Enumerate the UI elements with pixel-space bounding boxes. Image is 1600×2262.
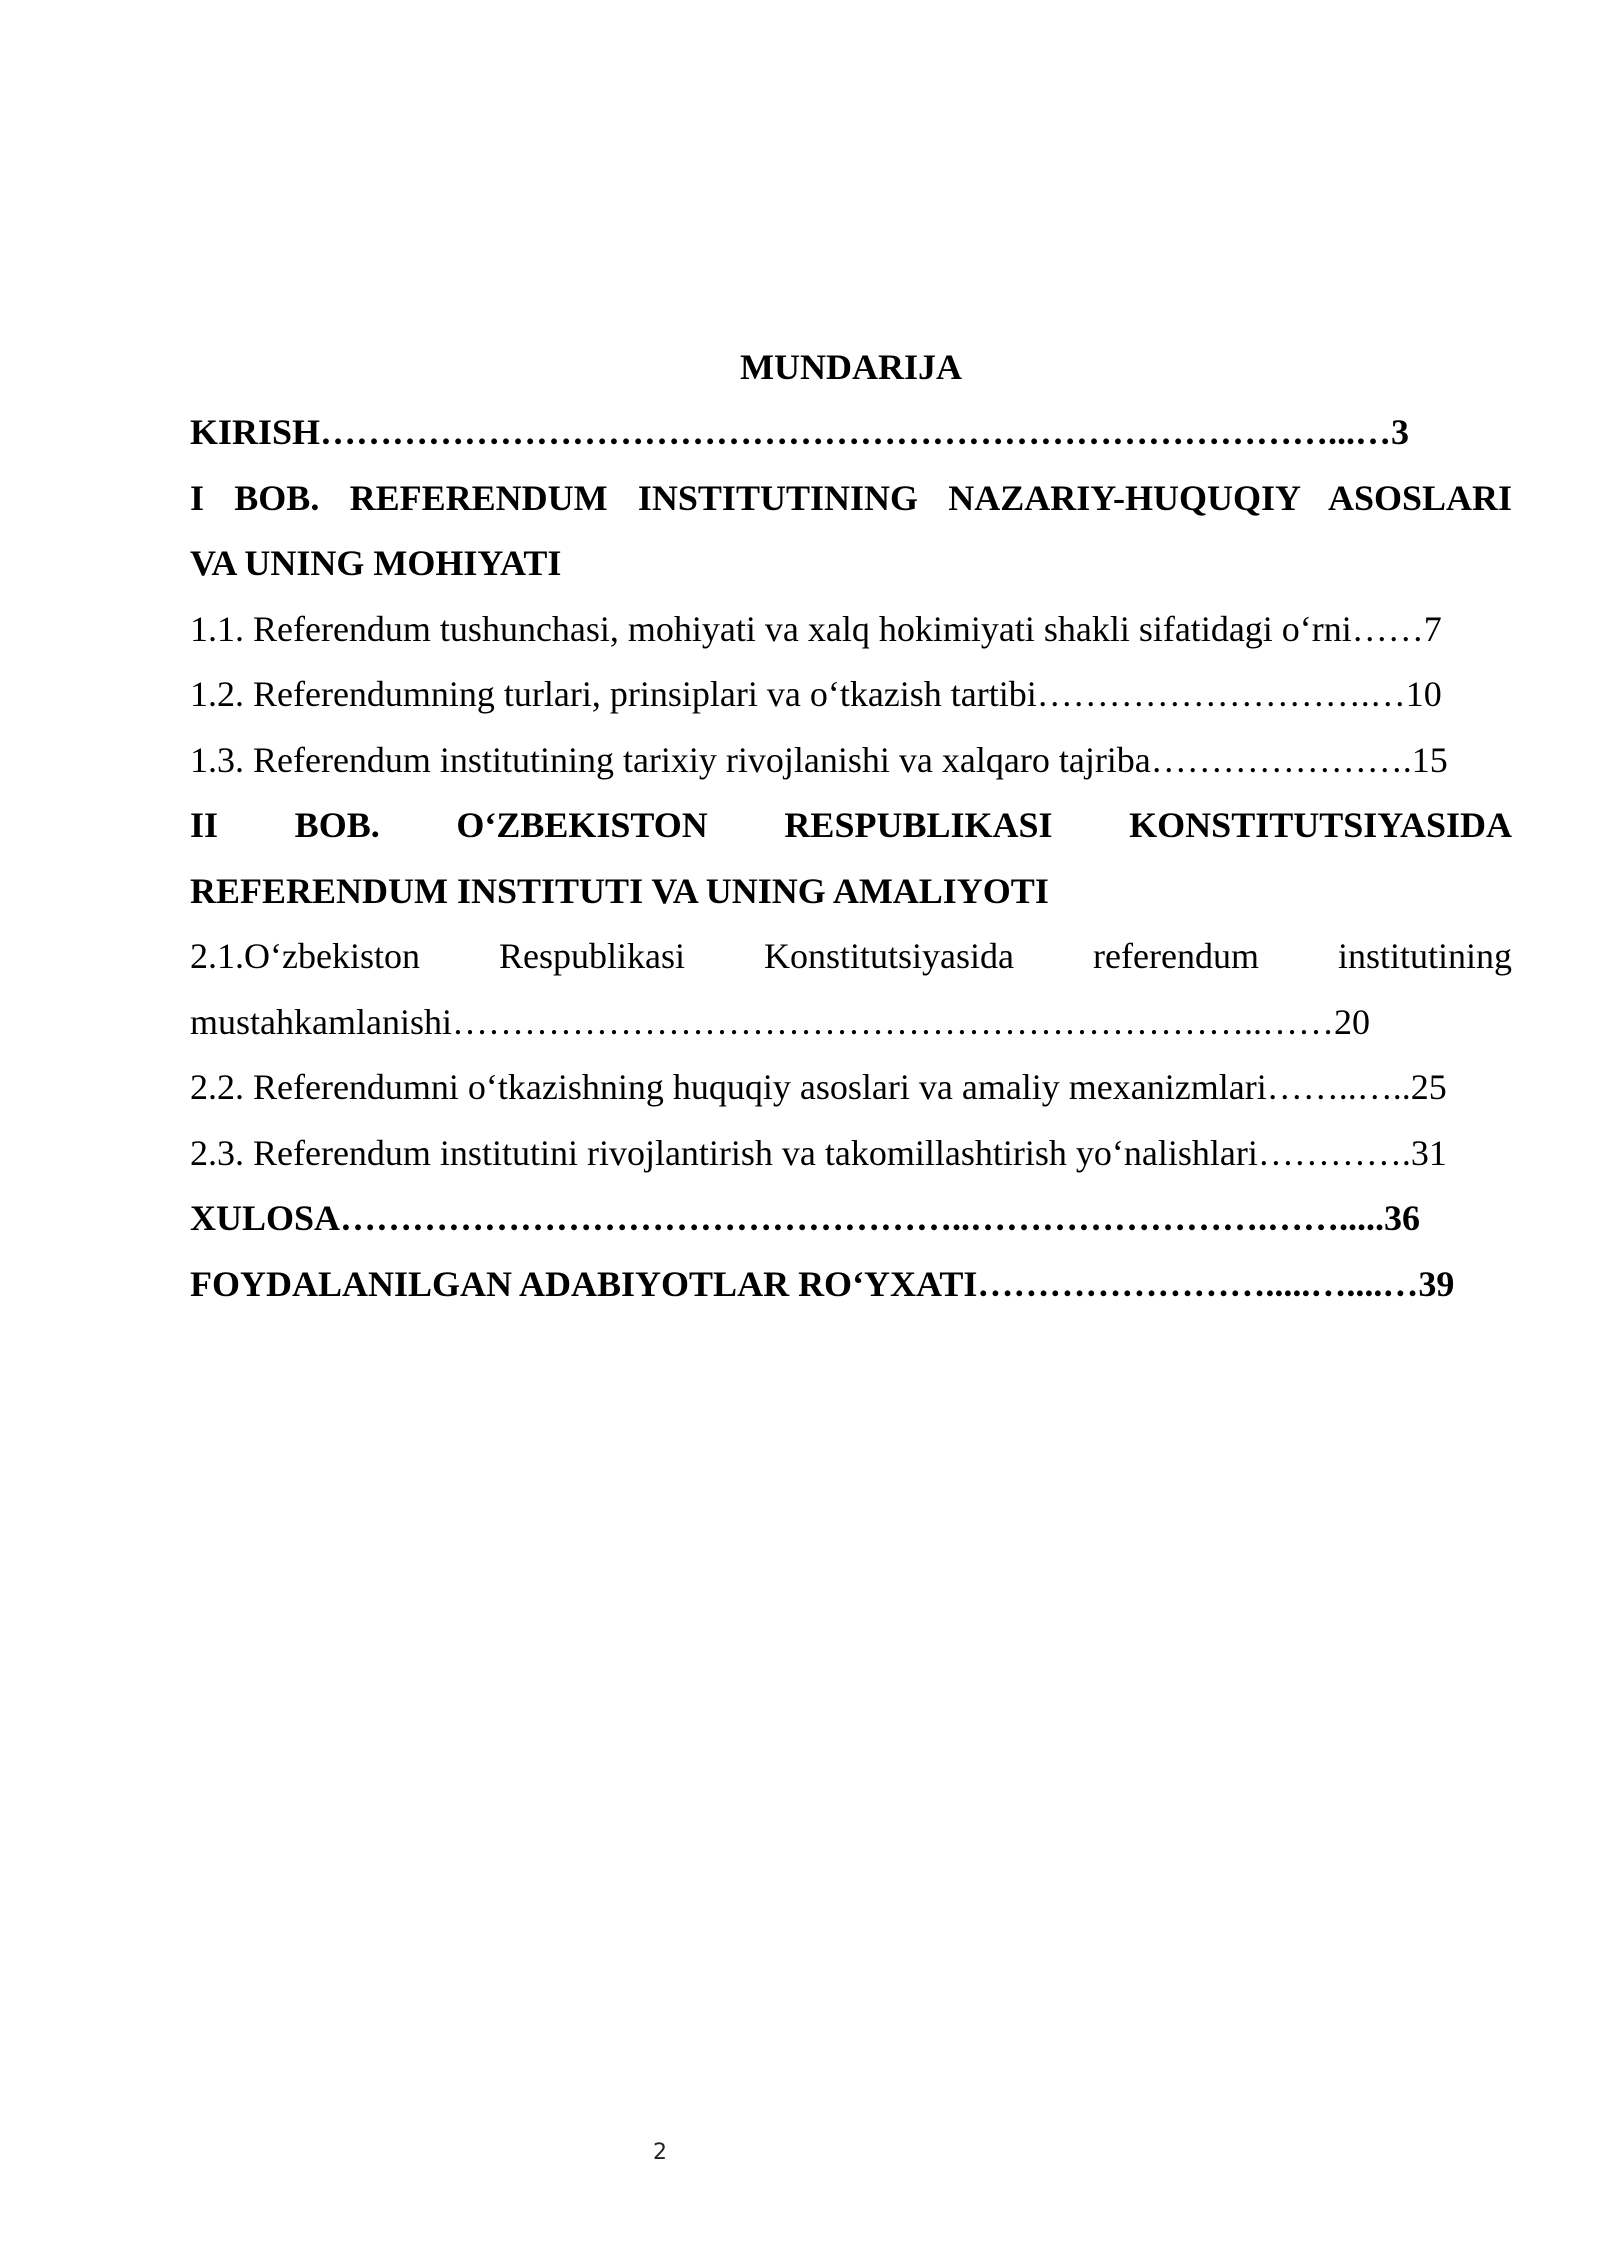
page-number: 2 bbox=[653, 2140, 667, 2165]
toc-section-2-2: 2.2. Referendumni oʻtkazishning huquqiy asoslari va amaliy mexanizmlari……..…..25 bbox=[190, 1067, 1447, 1107]
toc-title: MUNDARIJA bbox=[740, 347, 962, 387]
toc-entry-xulosa: XULOSA……………………………………………..…………………….…….....36 bbox=[190, 1198, 1421, 1238]
toc-section-1-1: 1.1. Referendum tushunchasi, mohiyati va xalq hokimiyati shakli sifatidagi oʻrni……7 bbox=[190, 608, 1442, 649]
toc-entry-references: FOYDALANILGAN ADABIYOTLAR ROʻYXATI…………………….....…....…39 bbox=[190, 1263, 1455, 1304]
table-of-contents bbox=[190, 334, 1512, 1317]
toc-section-1-3: 1.3. Referendum institutining tarixiy rivojlanishi va xalqaro tajriba………………….15 bbox=[190, 739, 1448, 780]
toc-chapter-2-heading-line-1: II BOB. OʻZBEKISTON RESPUBLIKASI KONSTITUTSIYASIDA bbox=[190, 805, 1512, 845]
toc-chapter-2-heading-line-2: REFERENDUM INSTITUTI VA UNING AMALIYOTI bbox=[190, 870, 1049, 911]
toc-chapter-1-heading-line-2: VA UNING MOHIYATI bbox=[190, 543, 562, 583]
toc-chapter-1-heading-line-1: I BOB. REFERENDUM INSTITUTINING NAZARIY-HUQUQIY ASOSLARI bbox=[190, 477, 1512, 518]
toc-section-2-1-line-1: 2.1.Oʻzbekiston Respublikasi Konstitutsiyasida referendum institutining bbox=[190, 936, 1512, 976]
toc-section-1-2: 1.2. Referendumning turlari, prinsiplari va oʻtkazish tartibi……………………….…10 bbox=[190, 674, 1442, 714]
toc-entry-kirish: KIRISH…………………………………………………………………………...…3 bbox=[190, 412, 1410, 452]
toc-section-2-3: 2.3. Referendum institutini rivojlantirish va takomillashtirish yoʻnalishlari………….31 bbox=[190, 1132, 1447, 1173]
toc-section-2-1-line-2: mustahkamlanishi…………………………………………………………..……20 bbox=[190, 1001, 1370, 1042]
